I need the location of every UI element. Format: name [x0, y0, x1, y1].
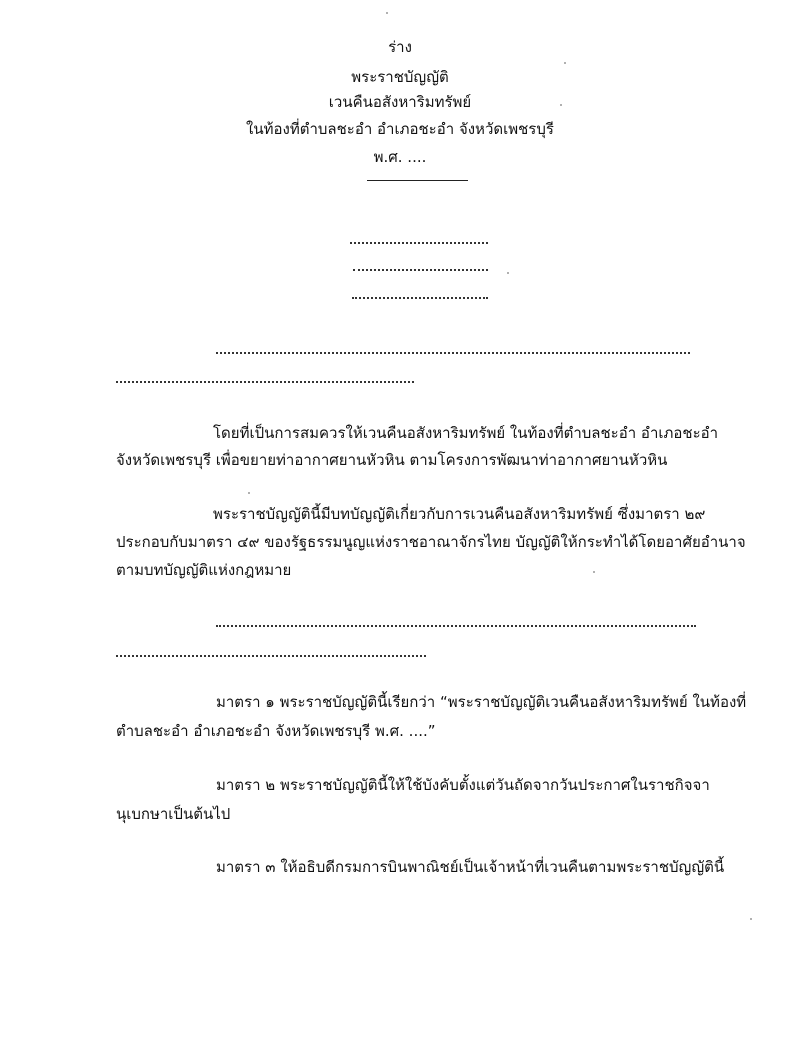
placeholder-line — [216, 625, 696, 627]
section-3-line: มาตรา ๓ ให้อธิบดีกรมการบินพาณิชย์เป็นเจ้าหน้าที่เวนคืนตามพระราชบัญญัตินี้ — [216, 858, 725, 876]
authority-line: ประกอบกับมาตรา ๔๙ ของรัฐธรรมนูญแห่งราชอาณาจักรไทย บัญญัติให้กระทำได้โดยอาศัยอำนาจ — [116, 533, 746, 551]
placeholder-line — [116, 655, 426, 657]
act-locality: ในท้องที่ตำบลชะอำ อำเภอชะอำ จังหวัดเพชรบุรี — [246, 120, 554, 138]
preamble-line: จังหวัดเพชรบุรี เพื่อขยายท่าอากาศยานหัวหิน ตามโครงการพัฒนาท่าอากาศยานหัวหิน — [116, 451, 668, 469]
title-underline — [367, 180, 468, 181]
section-2-line: นุเบกษาเป็นต้นไป — [116, 805, 231, 823]
authority-line: พระราชบัญญัตินี้มีบทบัญญัติเกี่ยวกับการเวนคืนอสังหาริมทรัพย์ ซึ่งมาตรา ๒๙ — [213, 505, 706, 523]
section-2-line: มาตรา ๒ พระราชบัญญัตินี้ให้ใช้บังคับตั้งแต่วันถัดจากวันประกาศในราชกิจจา — [216, 776, 710, 794]
section-1-line: ตำบลชะอำ อำเภอชะอำ จังหวัดเพชรบุรี พ.ศ. ....” — [116, 722, 436, 740]
draft-label: ร่าง — [388, 38, 412, 56]
signature-placeholder-line — [353, 269, 488, 271]
authority-line: ตามบทบัญญัติแห่งกฎหมาย — [116, 561, 292, 579]
placeholder-line — [116, 381, 414, 383]
act-title: เวนคืนอสังหาริมทรัพย์ — [328, 93, 472, 111]
scan-speck — [750, 918, 752, 920]
preamble-line: โดยที่เป็นการสมควรให้เวนคืนอสังหาริมทรัพย์ ในท้องที่ตำบลชะอำ อำเภอชะอำ — [213, 424, 719, 442]
scan-speck — [560, 104, 562, 106]
signature-placeholder-line — [352, 297, 488, 299]
scan-speck — [386, 12, 388, 14]
scan-speck — [593, 571, 595, 573]
scan-speck — [507, 272, 509, 274]
scan-speck — [248, 492, 250, 494]
signature-placeholder-line — [350, 242, 488, 244]
scan-speck — [564, 62, 566, 64]
act-type: พระราชบัญญัติ — [351, 68, 449, 86]
placeholder-line — [216, 352, 690, 354]
section-1-line: มาตรา ๑ พระราชบัญญัตินี้เรียกว่า “พระราชบัญญัติเวนคืนอสังหาริมทรัพย์ ในท้องที่ — [216, 693, 747, 711]
act-year: พ.ศ. .... — [373, 148, 427, 166]
